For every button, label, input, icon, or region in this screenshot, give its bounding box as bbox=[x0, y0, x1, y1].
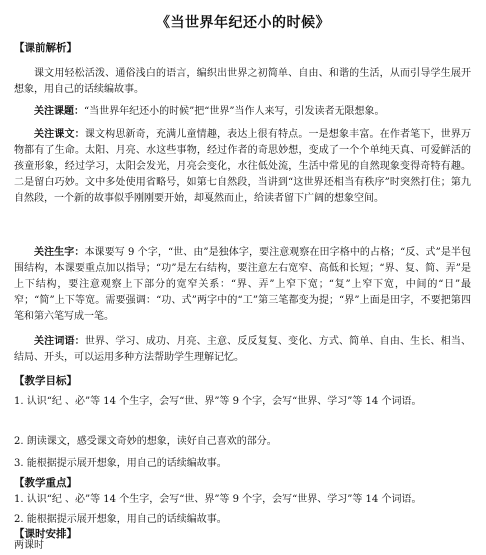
label-text-focus: 关注课文： bbox=[34, 129, 85, 140]
paragraph-words-focus bbox=[14, 334, 471, 366]
section-heading-focus: 【教学重点】 bbox=[14, 477, 77, 489]
section-heading-analysis: 【课前解析】 bbox=[14, 42, 77, 54]
document-title: 《当世界年纪还小的时候》 bbox=[156, 15, 330, 31]
focus-item-2: 2. 能根据提示展开想象，用自己的话续编故事。 bbox=[14, 514, 227, 525]
focus-item-1: 1. 认识“纪 、必”等 14 个生字，会写“世、界”等 9 个字，会写“世界、学习”等 14 个词语。 bbox=[14, 494, 422, 505]
goal-item-1: 1. 认识“纪 、必”等 14 个生字，会写“世、界”等 9 个字，会写“世界、学习”等 14 个词语。 bbox=[14, 396, 422, 407]
label-title-focus: 关注课题： bbox=[34, 106, 84, 117]
text-title-focus: “当世界年纪还小的时候”把“世界”当作人来写，引发读者无限想象。 bbox=[84, 106, 385, 117]
section-heading-schedule: 【课时安排】 bbox=[14, 528, 77, 540]
paragraph-title-focus bbox=[14, 104, 471, 120]
paragraph-intro: 课文用轻松活泼、通俗浅白的语言，编织出世界之初简单、自由、和谐的生活，从而引导学生展开想象，用自己的话续编故事。 bbox=[14, 68, 471, 95]
text-characters-focus: 本课要写 9 个字，“世、由”是独体字，要注意观察在田字格中的占格；“反、式”是半包围结构，本课要重点加以指导；“功”是左右结构，要注意左右宽窄、高低和长短；“界、复、简、弄”是上下结构，要注意观察上下部分的宽窄关系：“界、弄”上窄下宽；“复”上窄下宽，中间的“日”最窄；“简”上下等宽。需要强调：“功、式”两字中的“工”第三笔都变为提；“界”上面是田字，不要把第四笔和第六笔写成一笔。 bbox=[14, 247, 471, 322]
section-heading-goals: 【教学目标】 bbox=[14, 375, 77, 387]
paragraph-text-focus bbox=[14, 127, 471, 207]
label-words-focus: 关注词语： bbox=[34, 336, 85, 347]
paragraph-characters-focus bbox=[14, 245, 471, 325]
label-characters-focus: 关注生字： bbox=[34, 247, 85, 258]
text-words-focus: 世界、学习、成功、月亮、主意、反反复复、变化、方式、简单、自由、生长、相当、结局、开头，可以运用多种方法帮助学生理解记忆。 bbox=[14, 336, 472, 363]
goal-item-2: 2. 朗读课文，感受课文奇妙的想象，读好自己喜欢的部分。 bbox=[14, 436, 277, 447]
schedule-text: 两课时 bbox=[14, 540, 44, 551]
text-text-focus: 课文构思新奇，充满儿童情趣，表达上很有特点。一是想象丰富。在作者笔下，世界万物都有了生命。太阳、月亮、水这些事物，经过作者的奇思妙想，变成了一个个单纯天真、可爱鲜活的孩童形象，经过学习，太阳会发光，月亮会变化，水往低处流，生活中常见的自然现象变得奇特有趣。二是留白巧妙。文中多处使用省略号，如第七自然段，当讲到“这世界还相当有秩序”时突然打住；第九自然段，一个新的故事似乎刚刚要开始，却戛然而止，给读者留下广阔的想象空间。 bbox=[14, 129, 472, 204]
goal-item-3: 3. 能根据提示展开想象，用自己的话续编故事。 bbox=[14, 458, 227, 469]
